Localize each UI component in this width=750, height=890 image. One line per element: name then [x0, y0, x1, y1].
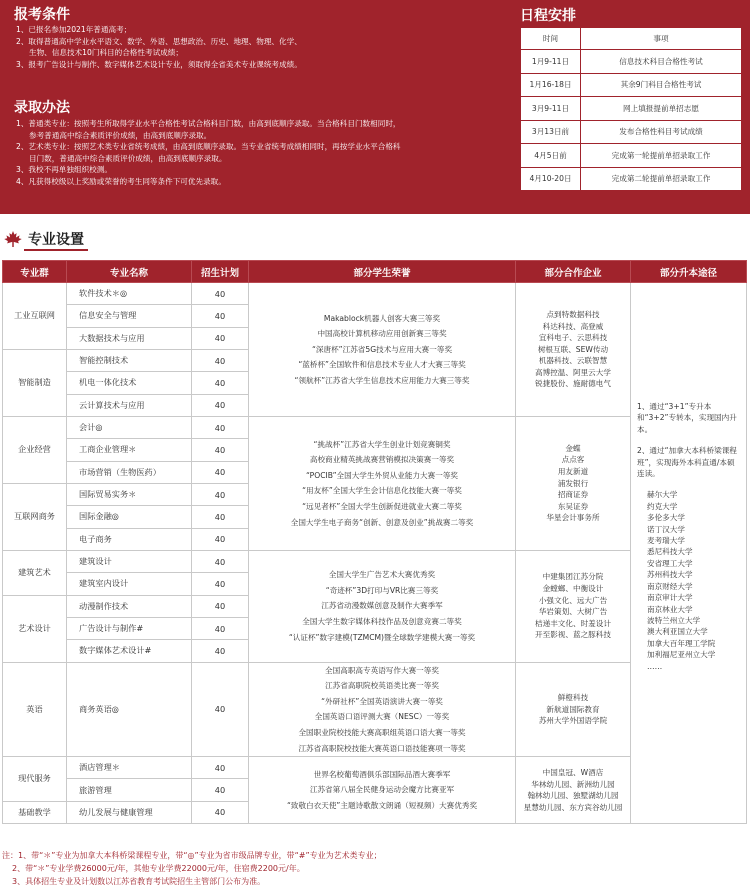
header-group: 专业群 — [3, 261, 67, 283]
major-name: 大数据技术与应用 — [67, 327, 192, 349]
honor-item: “深唐杯”江苏省5G技术与应用大赛一等奖 — [311, 344, 453, 354]
university-item: …… — [647, 661, 663, 671]
honor-item: 全国英语口语评测大赛（NESC）一等奖 — [314, 712, 450, 722]
partner-item: 翰林幼儿园、独墅湖幼儿园 — [527, 791, 619, 801]
university-item: 南京财经大学 — [647, 581, 693, 591]
major-name: 建筑设计 — [67, 550, 192, 572]
schedule-table — [520, 27, 742, 191]
schedule-time: 3月13日前 — [521, 120, 581, 144]
schedule-event: 完成第二轮提前单招录取工作 — [581, 167, 742, 191]
schedule-event: 发布合格性科目考试成绩 — [581, 120, 742, 144]
schedule-event: 完成第一轮提前单招录取工作 — [581, 144, 742, 168]
university-item: 赫尔大学 — [647, 490, 678, 500]
admission-method-title: 录取办法 — [14, 100, 70, 116]
major-name: 国际贸易实务＊ — [67, 483, 192, 505]
schedule-header-time: 时间 — [521, 28, 581, 50]
header-upgrade: 部分升本途径 — [631, 261, 747, 283]
partner-item: 东吴证券 — [557, 501, 589, 511]
major-name: 工商企业管理＊ — [67, 439, 192, 461]
schedule-event: 其余9门科目合格性考试 — [581, 73, 742, 97]
major-plan: 40 — [192, 757, 249, 779]
partner-item: 桔递丰文化、时羞设计 — [535, 618, 611, 628]
university-item: 加拿大百年理工学院 — [647, 638, 716, 648]
major-plan: 40 — [192, 662, 249, 757]
list-item: 2、取得普通高中学业水平语文、数学、外语、思想政治、历史、地理、物理、化学、 — [16, 36, 302, 46]
major-plan: 40 — [192, 439, 249, 461]
major-plan: 40 — [192, 550, 249, 572]
upgrade-cell — [631, 283, 747, 824]
table-row — [521, 144, 742, 168]
major-plan: 40 — [192, 506, 249, 528]
partner-item: 苏州大学外国语学院 — [538, 716, 608, 726]
major-name: 信息安全与管理 — [67, 305, 192, 327]
university-item: 诺丁汉大学 — [647, 524, 685, 534]
major-name: 云计算技术与应用 — [67, 394, 192, 416]
major-name: 电子商务 — [67, 528, 192, 550]
honor-item: “奇迹杯”3D打印与VR比赛三等奖 — [325, 585, 439, 595]
footnote: 3、具体招生专业及计划数以江苏省教育考试院招生主管部门公布为准。 — [12, 877, 266, 886]
honor-item: 江苏省高职院校技能大赛英语口语技能赛项一等奖 — [298, 743, 466, 753]
schedule-time: 1月16-18日 — [521, 73, 581, 97]
university-item: 南京审计大学 — [647, 593, 693, 603]
major-name: 会计◎ — [67, 416, 192, 438]
major-plan: 40 — [192, 372, 249, 394]
partner-item: 用友新道 — [557, 467, 589, 477]
partner-item: 招商证券 — [557, 490, 589, 500]
major-plan: 40 — [192, 573, 249, 595]
list-item: 1、普通类专业：按照考生所取得学业水平合格性考试合格科目门数，由高到底顺序录取。当合格科目门数相同时， — [16, 119, 401, 128]
header-partners: 部分合作企业 — [516, 261, 631, 283]
partner-item: 金螳螂、中衡设计 — [542, 584, 604, 594]
honor-item: “用友杯”全国大学生会计信息化技能大赛一等奖 — [302, 486, 462, 496]
partner-item: 高博控温、阿里云大学 — [535, 367, 611, 377]
schedule-event: 网上填报提前单招志愿 — [581, 97, 742, 121]
honor-item: 江苏省动漫数媒创意及制作大赛季军 — [321, 601, 443, 611]
major-name: 机电一体化技术 — [67, 372, 192, 394]
footnotes — [2, 849, 382, 888]
table-row — [521, 97, 742, 121]
major-plan: 40 — [192, 461, 249, 483]
honor-item: “POCIB”全国大学生外贸从业能力大赛一等奖 — [305, 470, 459, 480]
partner-item: 金蝶 — [565, 443, 581, 453]
honor-item: 全国大学生数字媒体科技作品及创意竞赛二等奖 — [302, 617, 462, 627]
honor-item: 全国职业院校技能大赛高职组英语口语大赛一等奖 — [298, 727, 466, 737]
major-plan: 40 — [192, 801, 249, 823]
major-plan: 40 — [192, 528, 249, 550]
schedule-title: 日程安排 — [520, 8, 576, 24]
partner-item: 宜科电子、云思科技 — [538, 333, 608, 343]
admission-conditions-title: 报考条件 — [14, 7, 70, 23]
major-name: 酒店管理＊ — [67, 757, 192, 779]
table-row — [521, 120, 742, 144]
major-name: 市场营销（生物医药） — [67, 461, 192, 483]
partner-item: 小强文化、远大广告 — [538, 595, 608, 605]
table-row — [3, 283, 747, 305]
partner-item: 新航道国际教育 — [546, 704, 600, 714]
major-name: 智能控制技术 — [67, 349, 192, 371]
schedule-time: 1月9-11日 — [521, 50, 581, 74]
partners-cell — [516, 757, 631, 824]
group-name: 建筑艺术 — [3, 550, 67, 595]
group-name: 艺术设计 — [3, 595, 67, 662]
university-item: 澳大利亚国立大学 — [647, 627, 708, 637]
university-item: 波特兰州立大学 — [647, 615, 701, 625]
major-name: 旅游管理 — [67, 779, 192, 801]
list-item: 3、报考广告设计与制作、数字媒体艺术设计专业，须取得全省美术专业课统考成绩。 — [16, 59, 302, 69]
major-plan: 40 — [192, 483, 249, 505]
university-item: 苏州科技大学 — [647, 570, 693, 580]
honor-item: 江苏省第八届全民健身运动会魔方比赛亚军 — [309, 785, 455, 795]
major-plan: 40 — [192, 394, 249, 416]
partner-item: 中国皇冠、W酒店 — [542, 767, 604, 777]
maple-leaf-icon — [4, 231, 22, 247]
upgrade-route-overseas: 2、通过“加拿大本科桥梁课程班”，实现海外本科直通/本硕连读。 — [637, 446, 737, 479]
major-plan: 40 — [192, 640, 249, 662]
honor-item: “外研社杯”全国英语演讲大赛一等奖 — [321, 696, 443, 706]
info-banner — [0, 0, 750, 214]
major-name: 软件技术＊◎ — [67, 283, 192, 305]
list-item: 1、已报名参加2021年普通高考； — [16, 25, 132, 34]
major-name: 幼儿发展与健康管理 — [67, 801, 192, 823]
honor-item: “蓝桥杯”全国软件和信息技术专业人才大赛三等奖 — [298, 360, 466, 370]
partner-item: 锐捷股份、施耐德电气 — [535, 379, 611, 389]
honors-cell — [249, 550, 516, 662]
header-plan: 招生计划 — [192, 261, 249, 283]
honors-cell — [249, 662, 516, 757]
major-name: 国际金融◎ — [67, 506, 192, 528]
major-plan: 40 — [192, 327, 249, 349]
list-item: 参考普通高中综合素质评价成绩，由高到底顺序录取。 — [29, 130, 212, 140]
university-item: 加利福尼亚州立大学 — [647, 650, 716, 660]
honor-item: “致敬白衣天使”主题诗歌散文朗诵（短视频）大赛优秀奖 — [286, 800, 478, 810]
honor-item: “挑战杯”江苏省大学生创业计划竞赛铜奖 — [313, 439, 451, 449]
honor-item: 高校商业精英挑战赛营销模拟决策赛一等奖 — [309, 455, 455, 465]
partner-item: 机器科技、云联智慧 — [538, 356, 608, 366]
major-name: 广告设计与制作# — [67, 617, 192, 639]
list-item: 4、凡获得校级以上奖励或荣誉的考生同等条件下可优先录取。 — [16, 176, 226, 186]
major-plan: 40 — [192, 283, 249, 305]
honors-cell — [249, 757, 516, 824]
admission-info-column — [0, 0, 508, 214]
majors-table — [2, 260, 747, 824]
major-name: 建筑室内设计 — [67, 573, 192, 595]
partner-item: 科达科技、高登威 — [542, 321, 604, 331]
honors-cell — [249, 283, 516, 417]
majors-title: 专业设置 — [28, 232, 84, 248]
group-name: 现代服务 — [3, 757, 67, 802]
honor-item: 中国高校计算机移动应用创新赛三等奖 — [317, 329, 447, 339]
honor-item: “远见者杯”全国大学生创新促进就业大赛二等奖 — [302, 502, 462, 512]
list-item: 目门数，普通高中综合素质评价成绩，由高到底顺序录取。 — [29, 153, 227, 163]
partner-item: 华林幼儿园、新洲幼儿园 — [531, 779, 615, 789]
honor-item: Makablock机器人创客大赛三等奖 — [323, 313, 441, 323]
admission-method-list — [16, 118, 502, 188]
schedule-time: 4月5日前 — [521, 144, 581, 168]
partner-item: 开至影视、蓝之豚科技 — [535, 630, 611, 640]
partners-cell — [516, 416, 631, 550]
partner-item: 树根互联、SEW传动 — [537, 344, 609, 354]
group-name: 企业经营 — [3, 416, 67, 483]
table-row — [521, 73, 742, 97]
university-item: 多伦多大学 — [647, 513, 685, 523]
header-honors: 部分学生荣誉 — [249, 261, 516, 283]
university-item: 约克大学 — [647, 501, 678, 511]
group-name: 基础教学 — [3, 801, 67, 823]
partner-item: 点点客 — [561, 455, 585, 465]
table-row — [521, 50, 742, 74]
schedule-time: 3月9-11日 — [521, 97, 581, 121]
university-item: 南京林业大学 — [647, 604, 693, 614]
major-plan: 40 — [192, 305, 249, 327]
major-plan: 40 — [192, 779, 249, 801]
upgrade-route-domestic: 1、通过“3+1”专升本和“3+2”专转本，实现国内升本。 — [637, 402, 737, 434]
header-name: 专业名称 — [67, 261, 192, 283]
majors-heading — [4, 228, 84, 250]
footnote: 注：1、带“＊”专业为加拿大本科桥梁课程专业，带“◎”专业为省市级品牌专业，带“#”专业为艺术类专业； — [2, 851, 382, 860]
list-item: 2、艺术类专业：按照艺术类专业省统考成绩，由高到底顺序录取。当专业省统考成绩相同时，再按学业水平合格科 — [16, 142, 401, 152]
honor-item: 全国大学生广告艺术大赛优秀奖 — [328, 570, 436, 580]
partner-item: 星慧幼儿园、东方宾谷幼儿园 — [523, 802, 623, 812]
major-name: 商务英语◎ — [67, 662, 192, 757]
list-item: 生物、信息技术10门科目的合格性考试成绩； — [29, 48, 183, 58]
group-name: 英语 — [3, 662, 67, 757]
partner-item: 华岩策划、大树广告 — [538, 607, 608, 617]
major-name: 数字媒体艺术设计# — [67, 640, 192, 662]
honor-item: 世界名校葡萄酒俱乐部国际品酒大赛季军 — [313, 769, 451, 779]
major-name: 动漫制作技术 — [67, 595, 192, 617]
honor-item: 全国高职高专英语写作大赛一等奖 — [325, 665, 439, 675]
group-name: 工业互联网 — [3, 283, 67, 350]
table-row — [521, 167, 742, 191]
honor-item: 江苏省高职院校英语类比赛一等奖 — [325, 681, 439, 691]
list-item: 3、我校不再单独组织校测。 — [16, 165, 112, 175]
honor-item: 全国大学生电子商务“创新、创意及创业”挑战赛二等奖 — [290, 517, 474, 527]
partners-cell — [516, 550, 631, 662]
schedule-event: 信息技术科目合格性考试 — [581, 50, 742, 74]
major-plan: 40 — [192, 416, 249, 438]
partner-item: 华星会计事务所 — [546, 513, 600, 523]
partner-item: 浦发银行 — [557, 478, 589, 488]
admission-conditions-list — [16, 24, 502, 70]
major-plan: 40 — [192, 617, 249, 639]
honor-item: “认证杯”数字建模(TZMCM)暨全球数学建模大赛一等奖 — [288, 632, 476, 642]
majors-title-underline — [24, 249, 88, 251]
schedule-header-event: 事项 — [581, 28, 742, 50]
honors-cell — [249, 416, 516, 550]
group-name: 互联网商务 — [3, 483, 67, 550]
partner-item: 中建集团江苏分院 — [542, 572, 604, 582]
university-item: 安省理工大学 — [647, 558, 693, 568]
partner-item: 点到特数据科技 — [546, 309, 600, 319]
major-plan: 40 — [192, 595, 249, 617]
partners-cell — [516, 283, 631, 417]
schedule-time: 4月10-20日 — [521, 167, 581, 191]
university-item: 麦考瑞大学 — [647, 536, 685, 546]
group-name: 智能制造 — [3, 349, 67, 416]
partner-item: 鲜橙科技 — [557, 692, 589, 702]
university-list — [637, 489, 742, 672]
partners-cell — [516, 662, 631, 757]
major-plan: 40 — [192, 349, 249, 371]
footnote: 2、带“＊”专业学费26000元/年，其他专业学费22000元/年，住宿费2200元/年。 — [12, 864, 305, 873]
honor-item: “领航杯”江苏省大学生信息技术应用能力大赛三等奖 — [294, 375, 470, 385]
university-item: 悉尼科技大学 — [647, 547, 693, 557]
